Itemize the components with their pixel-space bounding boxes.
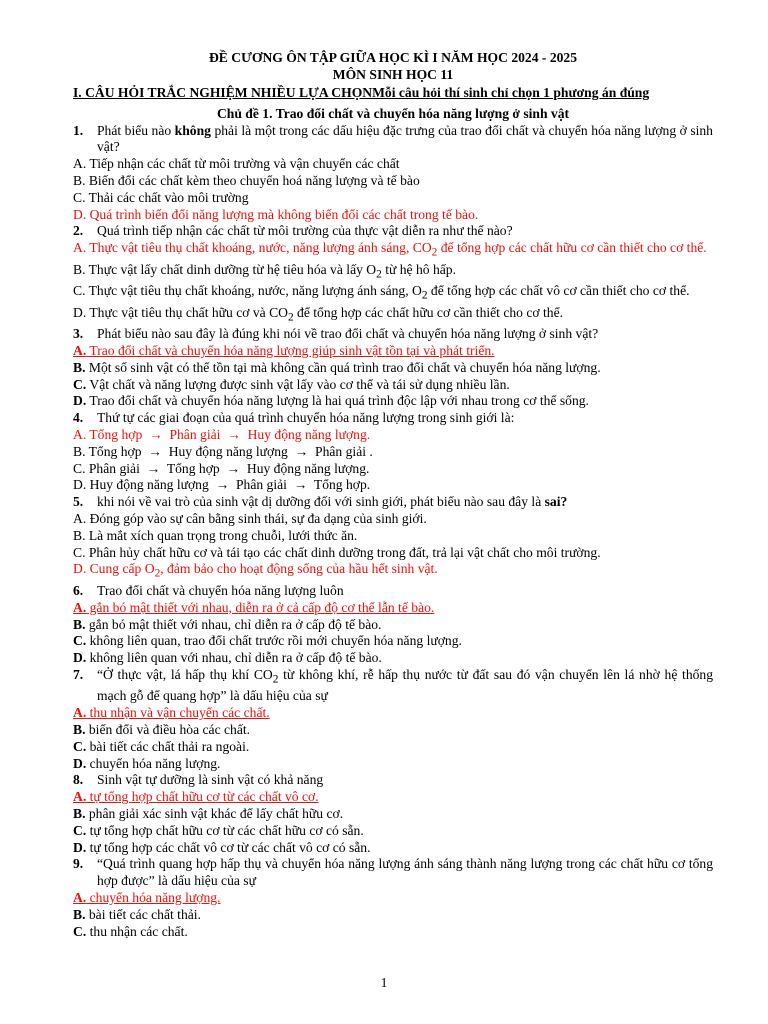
option-c: C. tự tổng hợp chất hữu cơ từ các chất hữu cơ có sẵn. [73,822,364,838]
option-b: B. gắn bó mật thiết với nhau, chỉ diễn ra ở cấp độ tế bào. [73,616,382,632]
option-c: C. Vật chất và năng lượng được sinh vật lấy vào cơ thể và tái sử dụng nhiều lần. [73,376,510,392]
question-text: Quá trình tiếp nhận các chất từ môi trường của thực vật diễn ra như thế nào? [97,223,513,239]
option-d: D. Huy động năng lượng → Phân giải → Tổng hợp. [73,477,371,493]
subject-title: MÔN SINH HỌC 11 [332,66,454,82]
option-a-correct: A. Trao đổi chất và chuyển hóa năng lượng giúp sinh vật tồn tại và phát triển. [73,343,495,359]
option-b: B. Biến đổi các chất kèm theo chuyển hoá năng lượng và tế bào [73,172,420,188]
arrow-icon: → [146,460,161,476]
question-number: 8. [73,772,84,788]
option-a-correct: A. thu nhận và vận chuyển các chất. [73,705,270,721]
section-heading: I. CÂU HỎI TRẮC NGHIỆM NHIỀU LỰA CHỌNMỗi câu hỏi thí sinh chỉ chọn 1 phương án đúng [73,85,650,100]
question-number: 9. [73,856,84,872]
option-d: D. Trao đổi chất và chuyển hóa năng lượng là hai quá trình độc lập với nhau trong cơ thể sống. [73,393,589,409]
page-number: 1 [380,975,388,990]
option-a-correct: A. tự tổng hợp chất hữu cơ từ các chất vô cơ. [73,789,319,805]
question-number: 7. [73,666,84,682]
option-b: B. Một số sinh vật có thể tồn tại mà không cần quá trình trao đổi chất và chuyển hóa năng lượng. [73,359,601,375]
option-a-correct: A. gắn bó mật thiết với nhau, diễn ra ở cả cấp độ cơ thể lẫn tế bào. [73,599,435,615]
option-a: A. Tiếp nhận các chất từ môi trường và vận chuyển các chất [73,156,400,172]
document-title: ĐỀ CƯƠNG ÔN TẬP GIỮA HỌC KÌ I NĂM HỌC 2024 - 2025 [208,50,578,65]
question-text: Phát biểu nào không phải là một trong các dấu hiệu đặc trưng của trao đổi chất và chuyển hóa năng lượng ở sinh vật? [97,122,713,155]
question-text: khi nói về vai trò của sinh vật dị dưỡng đối với sinh giới, phát biểu nào sau đây là sai? [97,494,568,510]
question-number: 1. [73,122,84,138]
question-text: Sinh vật tự dưỡng là sinh vật có khả năng [97,772,324,788]
arrow-icon: → [226,460,241,476]
option-d-correct: D. Quá trình biến đổi năng lượng mà không biến đổi các chất trong tế bào. [73,206,479,222]
question-text: Thứ tự các giai đoạn của quá trình chuyển hóa năng lượng trong sinh giới là: [97,410,515,426]
option-c: C. bài tiết các chất thải ra ngoài. [73,738,250,754]
question-8 [73,772,713,789]
question-7 [73,667,713,705]
topic-heading: Chủ đề 1. Trao đổi chất và chuyển hóa năng lượng ở sinh vật [216,105,570,121]
arrow-icon: → [227,427,241,443]
option-c: C. Thải các chất vào môi trường [73,189,249,205]
question-6 [73,583,713,600]
option-d-correct: D. Cung cấp $O_2$, đảm bảo cho hoạt động sống của hầu hết sinh vật. [73,561,438,581]
option-d: D. không liên quan với nhau, chỉ diễn ra ở cấp độ tế bào. [73,650,382,666]
question-number: 4. [73,410,84,426]
question-text: Trao đổi chất và chuyển hóa năng lượng luôn [97,582,344,598]
arrow-icon: → [294,443,309,459]
question-text: Phát biểu nào sau đây là đúng khi nói về trao đổi chất và chuyển hóa năng lượng ở sinh vật? [97,326,599,342]
option-d: D. chuyển hóa năng lượng. [73,755,221,771]
option-a-correct: A. chuyển hóa năng lượng. [73,889,221,905]
option-b: B. Thực vật lấy chất dinh dưỡng từ hệ tiêu hóa và lấy $O_2$ từ hệ hô hấp. [73,261,456,281]
option-c: C. Thực vật tiêu thụ chất khoáng, nước, năng lượng ánh sáng, $O_2$ để tổng hợp các chất vô cơ cần thiết cho cơ thể. [73,283,690,302]
option-a: A. Đóng góp vào sự cân bằng sinh thái, sự đa dạng của sinh giới. [73,511,427,526]
question-5 [73,494,713,511]
arrow-icon: → [149,427,163,443]
question-number: 3. [73,326,84,342]
document-page [73,50,713,940]
option-b: B. bài tiết các chất thải. [73,906,201,922]
option-b: B. phân giải xác sinh vật khác để lấy chất hữu cơ. [73,805,344,821]
question-text: “Ở thực vật, lá hấp thụ khí $CO_2$ từ không khí, rễ hấp thụ nước từ đất sau đó vận chuyển lên lá nhờ hệ thống mạch gỗ để quang hợp” là dấu hiệu của sự [97,666,714,704]
arrow-icon: → [148,443,162,459]
question-text: “Quá trình quang hợp hấp thụ và chuyển hóa năng lượng ánh sáng thành năng lượng trong các chất hữu cơ tổng hợp được” là dấu hiệu của sự [97,856,713,889]
question-number: 6. [73,582,84,598]
question-number: 5. [73,494,84,510]
option-a-correct: A. Thực vật tiêu thụ chất khoáng, nước, năng lượng ánh sáng, $CO_2$ để tổng hợp các chất hữu cơ cần thiết cho cơ thể. [73,240,707,259]
option-a-correct: A. Tổng hợp → Phân giải → Huy động năng lượng. [73,427,371,443]
question-4 [73,410,713,427]
arrow-icon: → [293,477,308,493]
option-c: C. thu nhận các chất. [73,923,188,939]
arrow-icon: → [215,477,230,493]
option-c: C. Phân giải → Tổng hợp → Huy động năng lượng. [73,460,370,476]
option-b: B. Tổng hợp → Huy động năng lượng → Phân giải . [73,443,373,459]
option-c: C. Phân hủy chất hữu cơ và tái tạo các chất dinh dưỡng trong đất, trả lại vật chất cho môi trường. [73,544,601,560]
option-c: C. không liên quan, trao đổi chất trước rồi mới chuyển hóa năng lượng. [73,633,462,649]
option-b: B. Là mắt xích quan trọng trong chuỗi, lưới thức ăn. [73,527,358,543]
question-2 [73,223,713,240]
question-9 [73,856,713,890]
question-number: 2. [73,223,84,239]
title-block [73,50,713,83]
option-d: D. Thực vật tiêu thụ chất hữu cơ và $CO_2$ để tổng hợp các chất hữu cơ cần thiết cho cơ thể. [73,304,564,324]
question-3 [73,326,713,343]
option-b: B. biến đổi và điều hòa các chất. [73,722,251,737]
question-1 [73,123,713,157]
option-d: D. tự tổng hợp các chất vô cơ từ các chất vô cơ có sẵn. [73,839,371,855]
